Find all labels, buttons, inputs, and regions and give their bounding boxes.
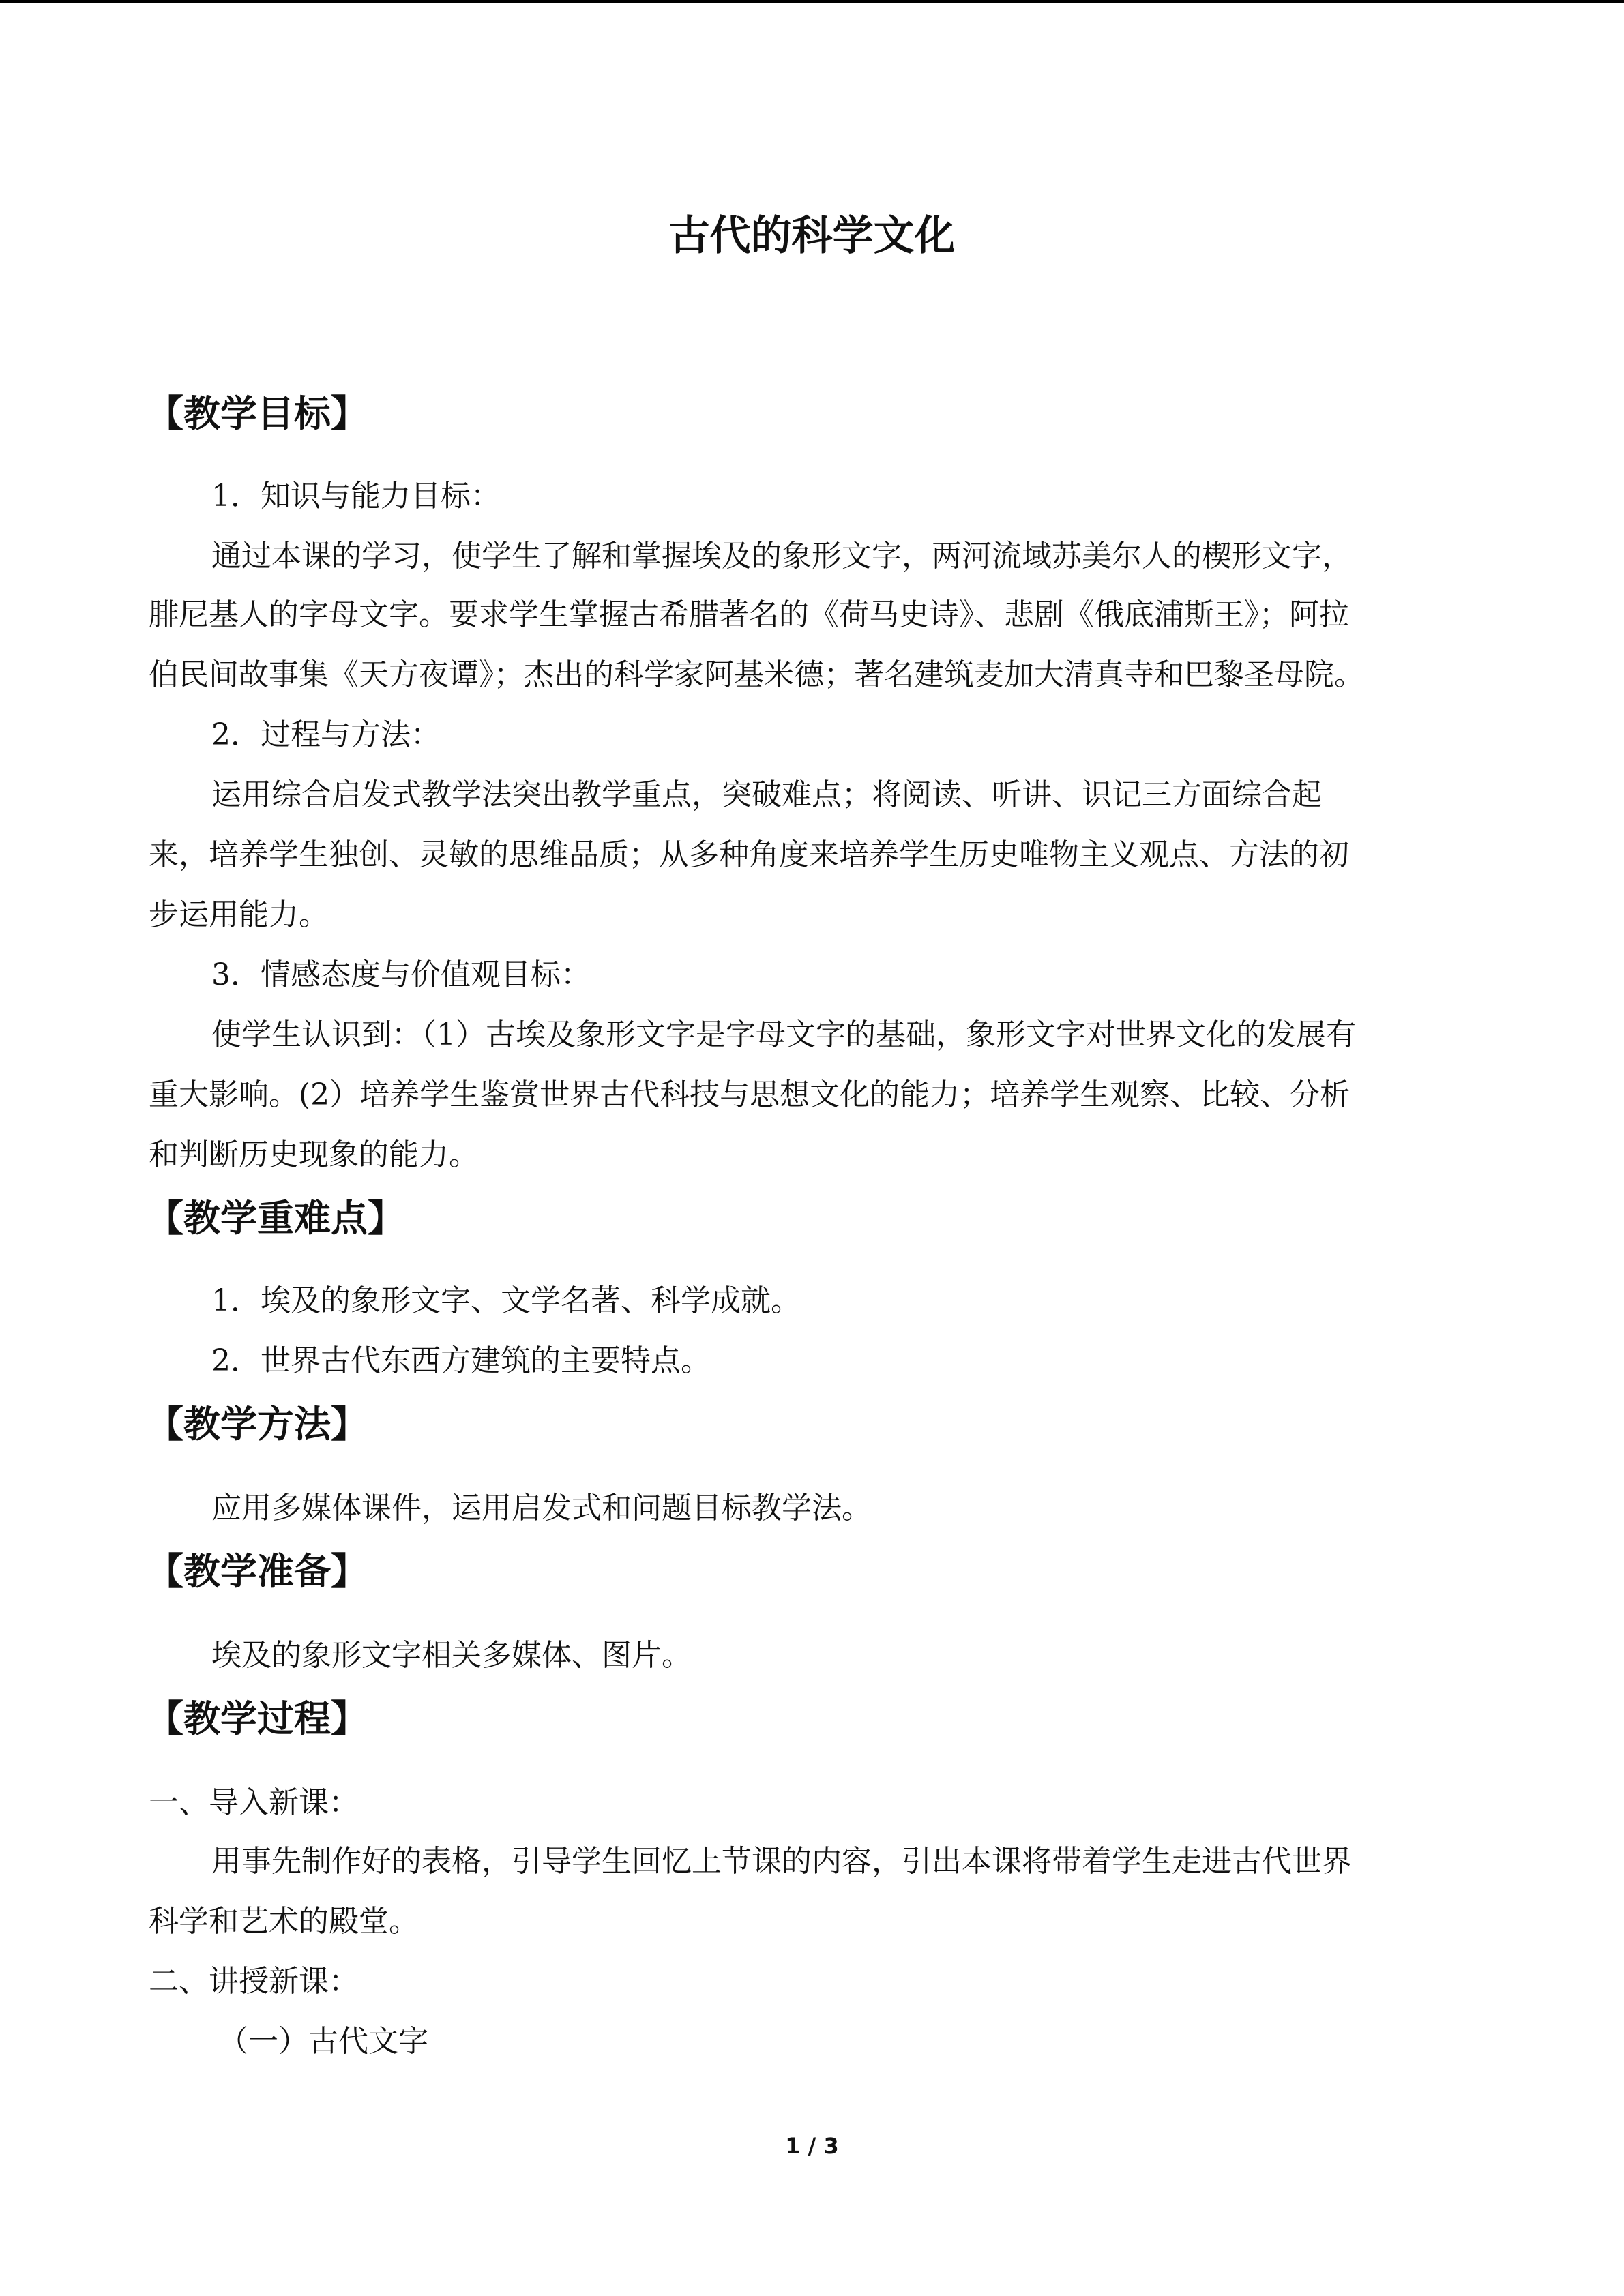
page-title: 古代的科学文化 — [668, 212, 956, 260]
section-heading-objectives: 【教学目标】 — [147, 392, 368, 435]
objective-subheading-process: 2．过程与方法： — [211, 717, 441, 752]
process-step-intro: 一、导入新课： — [149, 1785, 359, 1820]
objective-subheading-values: 3．情感态度与价值观目标： — [211, 957, 591, 992]
paragraph-line: 步运用能力。 — [149, 897, 329, 932]
page-top-border — [0, 0, 1624, 3]
paragraph-line: 科学和艺术的殿堂。 — [149, 1904, 419, 1939]
objective-subheading-knowledge: 1．知识与能力目标： — [211, 479, 501, 513]
section-heading-preparation: 【教学准备】 — [147, 1550, 368, 1593]
key-point-item: 2．世界古代东西方建筑的主要特点。 — [211, 1343, 711, 1378]
methods-text: 应用多媒体课件，运用启发式和问题目标教学法。 — [211, 1491, 872, 1525]
section-heading-methods: 【教学方法】 — [147, 1403, 368, 1446]
page-number: 1 / 3 — [785, 2133, 839, 2159]
paragraph-line: 使学生认识到：（1）古埃及象形文字是字母文字的基础，象形文字对世界文化的发展有 — [211, 1017, 1356, 1052]
process-subsection: （一）古代文字 — [218, 2024, 428, 2059]
paragraph-line: 用事先制作好的表格，引导学生回忆上节课的内容，引出本课将带着学生走进古代世界 — [211, 1844, 1352, 1879]
section-heading-process: 【教学过程】 — [147, 1697, 368, 1740]
paragraph-line: 重大影响。(2）培养学生鉴赏世界古代科技与思想文化的能力；培养学生观察、比较、分析 — [149, 1077, 1350, 1112]
paragraph-line: 和判断历史现象的能力。 — [149, 1137, 479, 1172]
section-heading-key-points: 【教学重难点】 — [147, 1197, 404, 1240]
process-step-teaching: 二、讲授新课： — [149, 1964, 359, 1999]
paragraph-line: 通过本课的学习，使学生了解和掌握埃及的象形文字，两河流域苏美尔人的楔形文字， — [211, 539, 1352, 573]
paragraph-line: 运用综合启发式教学法突出教学重点，突破难点；将阅读、听讲、识记三方面综合起 — [211, 777, 1322, 812]
paragraph-line: 来，培养学生独创、灵敏的思维品质；从多种角度来培养学生历史唯物主义观点、方法的初 — [149, 837, 1349, 872]
preparation-text: 埃及的象形文字相关多媒体、图片。 — [211, 1638, 692, 1673]
key-point-item: 1．埃及的象形文字、文学名著、科学成就。 — [211, 1283, 801, 1318]
paragraph-line: 伯民间故事集《天方夜谭》；杰出的科学家阿基米德；著名建筑麦加大清真寺和巴黎圣母院。 — [149, 657, 1364, 692]
paragraph-line: 腓尼基人的字母文字。要求学生掌握古希腊著名的《荷马史诗》、悲剧《俄底浦斯王》；阿拉 — [149, 597, 1349, 632]
